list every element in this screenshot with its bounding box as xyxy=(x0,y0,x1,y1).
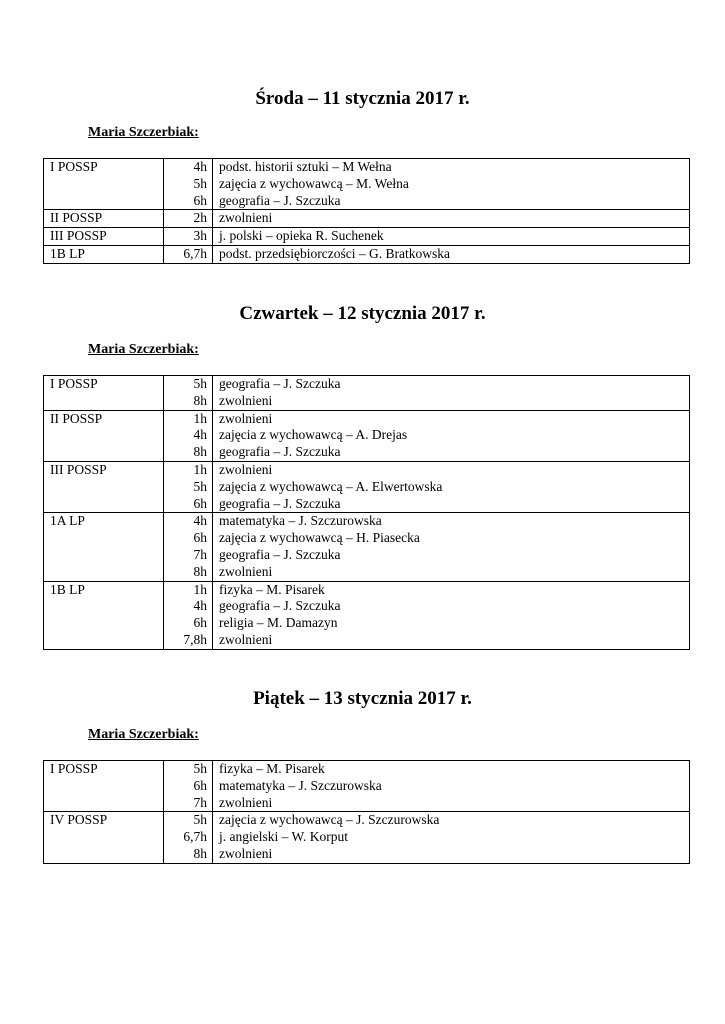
schedule-table xyxy=(43,158,690,264)
table-row xyxy=(44,761,690,812)
lesson-hour: 8h xyxy=(193,444,207,460)
lesson-description: podst. przedsiębiorczości – G. Bratkowska xyxy=(219,245,450,261)
lesson-hour: 4h xyxy=(193,513,207,529)
hours-cell xyxy=(164,210,213,228)
schedule-table xyxy=(43,375,690,650)
class-name-cell: III POSSP xyxy=(44,228,164,246)
class-name-cell: II POSSP xyxy=(44,210,164,228)
lessons-cell xyxy=(213,761,690,812)
hours-cell xyxy=(164,581,213,649)
day-title: Czwartek – 12 stycznia 2017 r. xyxy=(239,303,486,324)
lesson-description: religia – M. Damazyn xyxy=(219,615,338,631)
day-title: Środa – 11 stycznia 2017 r. xyxy=(255,88,470,109)
class-name-cell: III POSSP xyxy=(44,461,164,512)
hours-cell xyxy=(164,245,213,263)
teacher-name: Maria Szczerbiak: xyxy=(88,727,199,742)
lesson-hour: 6h xyxy=(193,615,207,631)
lesson-description: matematyka – J. Szczurowska xyxy=(219,513,382,529)
class-name-cell: 1A LP xyxy=(44,513,164,581)
lesson-hour: 5h xyxy=(193,761,207,776)
teacher-name: Maria Szczerbiak: xyxy=(88,342,199,357)
class-name-cell: II POSSP xyxy=(44,410,164,461)
lesson-description: podst. historii sztuki – M Wełna xyxy=(219,159,392,174)
lesson-description: geografia – J. Szczuka xyxy=(219,495,341,511)
lesson-hour: 5h xyxy=(193,376,207,391)
lesson-hour: 1h xyxy=(193,410,207,426)
lesson-hour: 8h xyxy=(193,563,207,579)
lesson-hour: 1h xyxy=(193,461,207,477)
class-name-cell: I POSSP xyxy=(44,761,164,812)
hours-cell xyxy=(164,812,213,863)
lesson-description: j. angielski – W. Korput xyxy=(219,829,348,845)
lesson-hour: 4h xyxy=(193,427,207,443)
day-title: Piątek – 13 stycznia 2017 r. xyxy=(253,688,472,709)
lesson-hour: 4h xyxy=(193,159,207,174)
lessons-cell xyxy=(213,245,690,263)
lesson-description: geografia – J. Szczuka xyxy=(219,444,341,460)
lesson-hour: 6h xyxy=(193,777,207,793)
lesson-description: zwolnieni xyxy=(219,563,273,579)
lesson-description: zwolnieni xyxy=(219,210,273,226)
lesson-description: zajęcia z wychowawcą – A. Elwertowska xyxy=(219,478,443,494)
lesson-description: geografia – J. Szczuka xyxy=(219,546,341,562)
lesson-description: j. polski – opieka R. Suchenek xyxy=(219,228,384,244)
teacher-name: Maria Szczerbiak: xyxy=(88,125,199,140)
lesson-hour: 5h xyxy=(193,478,207,494)
lesson-description: zajęcia z wychowawcą – J. Szczurowska xyxy=(219,812,440,828)
lessons-cell xyxy=(213,228,690,246)
lesson-hour: 1h xyxy=(193,581,207,597)
lesson-description: zwolnieni xyxy=(219,794,273,810)
table-row xyxy=(44,376,690,411)
hours-cell xyxy=(164,159,213,210)
lesson-hour: 7h xyxy=(193,794,207,810)
schedule-table xyxy=(43,760,690,864)
table-row xyxy=(44,812,690,863)
hours-cell xyxy=(164,513,213,581)
lesson-description: geografia – J. Szczuka xyxy=(219,192,341,208)
lesson-hour: 6h xyxy=(193,495,207,511)
class-name-cell: 1B LP xyxy=(44,581,164,649)
lessons-cell xyxy=(213,159,690,210)
lesson-hour: 6h xyxy=(193,192,207,208)
hours-cell xyxy=(164,410,213,461)
lesson-hour: 6h xyxy=(193,530,207,546)
lesson-description: fizyka – M. Pisarek xyxy=(219,761,325,776)
hours-cell xyxy=(164,376,213,411)
lesson-description: zwolnieni xyxy=(219,392,273,408)
lesson-hour: 7,8h xyxy=(183,631,207,647)
table-row xyxy=(44,461,690,512)
table-row xyxy=(44,159,690,210)
lessons-cell xyxy=(213,812,690,863)
class-name-cell: I POSSP xyxy=(44,376,164,411)
hours-cell xyxy=(164,228,213,246)
lesson-description: geografia – J. Szczuka xyxy=(219,376,341,391)
lesson-description: zwolnieni xyxy=(219,631,273,647)
lesson-hour: 7h xyxy=(193,546,207,562)
class-name-cell: I POSSP xyxy=(44,159,164,210)
lesson-description: fizyka – M. Pisarek xyxy=(219,581,325,597)
lesson-hour: 8h xyxy=(193,845,207,861)
lessons-cell xyxy=(213,376,690,411)
lesson-description: matematyka – J. Szczurowska xyxy=(219,777,382,793)
table-row xyxy=(44,513,690,581)
lesson-description: zwolnieni xyxy=(219,845,273,861)
lessons-cell xyxy=(213,513,690,581)
lessons-cell xyxy=(213,210,690,228)
table-row xyxy=(44,210,690,228)
lesson-hour: 5h xyxy=(193,812,207,828)
hours-cell xyxy=(164,461,213,512)
lesson-hour: 2h xyxy=(193,210,207,226)
lesson-description: zajęcia z wychowawcą – H. Piasecka xyxy=(219,530,420,546)
lesson-hour: 6,7h xyxy=(183,245,207,261)
table-row xyxy=(44,228,690,246)
class-name-cell: 1B LP xyxy=(44,245,164,263)
hours-cell xyxy=(164,761,213,812)
lesson-description: zajęcia z wychowawcą – A. Drejas xyxy=(219,427,408,443)
lesson-hour: 3h xyxy=(193,228,207,244)
lesson-hour: 6,7h xyxy=(183,829,207,845)
lessons-cell xyxy=(213,410,690,461)
class-name-cell: IV POSSP xyxy=(44,812,164,863)
lesson-hour: 8h xyxy=(193,392,207,408)
lessons-cell xyxy=(213,461,690,512)
lessons-cell xyxy=(213,581,690,649)
lesson-description: zwolnieni xyxy=(219,410,273,426)
table-row xyxy=(44,245,690,263)
table-row xyxy=(44,410,690,461)
lesson-hour: 5h xyxy=(193,175,207,191)
lesson-description: zwolnieni xyxy=(219,461,273,477)
lesson-hour: 4h xyxy=(193,598,207,614)
lesson-description: geografia – J. Szczuka xyxy=(219,598,341,614)
table-row xyxy=(44,581,690,649)
lesson-description: zajęcia z wychowawcą – M. Wełna xyxy=(219,175,409,191)
